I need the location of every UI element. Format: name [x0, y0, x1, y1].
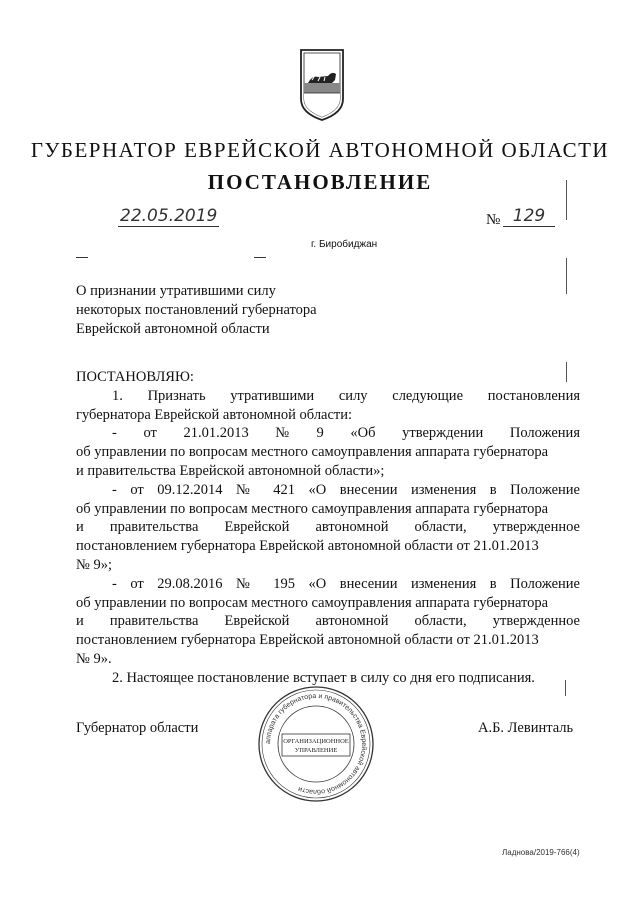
item-3-line: постановлением губернатора Еврейской автономной области от 21.01.2013	[76, 632, 539, 649]
stamp-ring-text: аппарата губернатора и правительства Еврейской автономной области	[264, 692, 368, 796]
corner-mark-right	[254, 257, 266, 258]
scan-line	[566, 180, 567, 220]
item-2-line: № 9»;	[76, 556, 112, 573]
document-date: 22.05.2019	[120, 206, 218, 226]
item-2-line: постановлением губернатора Еврейской автономной области от 21.01.2013	[76, 538, 539, 555]
official-stamp	[256, 684, 376, 804]
subject-line: О признании утратившими силу	[76, 283, 276, 299]
number-label: №	[486, 212, 501, 228]
document-subject	[76, 282, 317, 339]
item-1-line: и правительства Еврейской автономной области»;	[76, 462, 385, 479]
scan-line	[565, 680, 566, 696]
paragraph-2: 2. Настоящее постановление вступает в силу со дня его подписания.	[112, 669, 535, 686]
item-3-line: № 9».	[76, 650, 112, 667]
item-2-line: и правительства Еврейской автономной области, утвержденное	[76, 519, 580, 536]
stamp-center-line: УПРАВЛЕНИЕ	[294, 747, 338, 754]
city-label: г. Биробиджан	[311, 239, 378, 250]
item-3-line: и правительства Еврейской автономной области, утвержденное	[76, 613, 580, 630]
registry-footer: Ладнова/2019-766(4)	[502, 848, 580, 857]
corner-mark-left	[76, 257, 88, 258]
signatory-name: А.Б. Левинталь	[478, 720, 574, 736]
stamp-center-line: ОРГАНИЗАЦИОННОЕ	[283, 738, 349, 745]
issuing-authority: ГУБЕРНАТОР ЕВРЕЙСКОЙ АВТОНОМНОЙ ОБЛАСТИ	[30, 138, 610, 162]
document-type: ПОСТАНОВЛЕНИЕ	[207, 170, 433, 194]
item-2-line: об управлении по вопросам местного самоуправления аппарата губернатора	[76, 500, 549, 517]
coat-of-arms-icon	[298, 47, 346, 123]
item-3-line: об управлении по вопросам местного самоуправления аппарата губернатора	[76, 594, 549, 611]
decree-word: ПОСТАНОВЛЯЮ:	[76, 369, 194, 385]
document-body	[76, 368, 580, 688]
paragraph-1-line: губернатора Еврейской автономной области:	[76, 406, 353, 423]
subject-line: Еврейской автономной области	[76, 321, 270, 337]
scan-line	[566, 362, 567, 382]
item-2-line: - от 09.12.2014 № 421 «О внесении изменения в Положение	[112, 481, 580, 498]
paragraph-1-line: 1. Признать утратившими силу следующие постановления	[112, 387, 580, 404]
subject-line: некоторых постановлений губернатора	[76, 302, 317, 318]
signatory-position: Губернатор области	[76, 720, 199, 736]
item-1-line: об управлении по вопросам местного самоуправления аппарата губернатора	[76, 444, 549, 461]
item-3-line: - от 29.08.2016 № 195 «О внесении изменения в Положение	[112, 575, 580, 592]
scan-line	[566, 258, 567, 294]
item-1-line: - от 21.01.2013 № 9 «Об утверждении Положения	[112, 425, 580, 442]
document-number: 129	[503, 206, 555, 227]
